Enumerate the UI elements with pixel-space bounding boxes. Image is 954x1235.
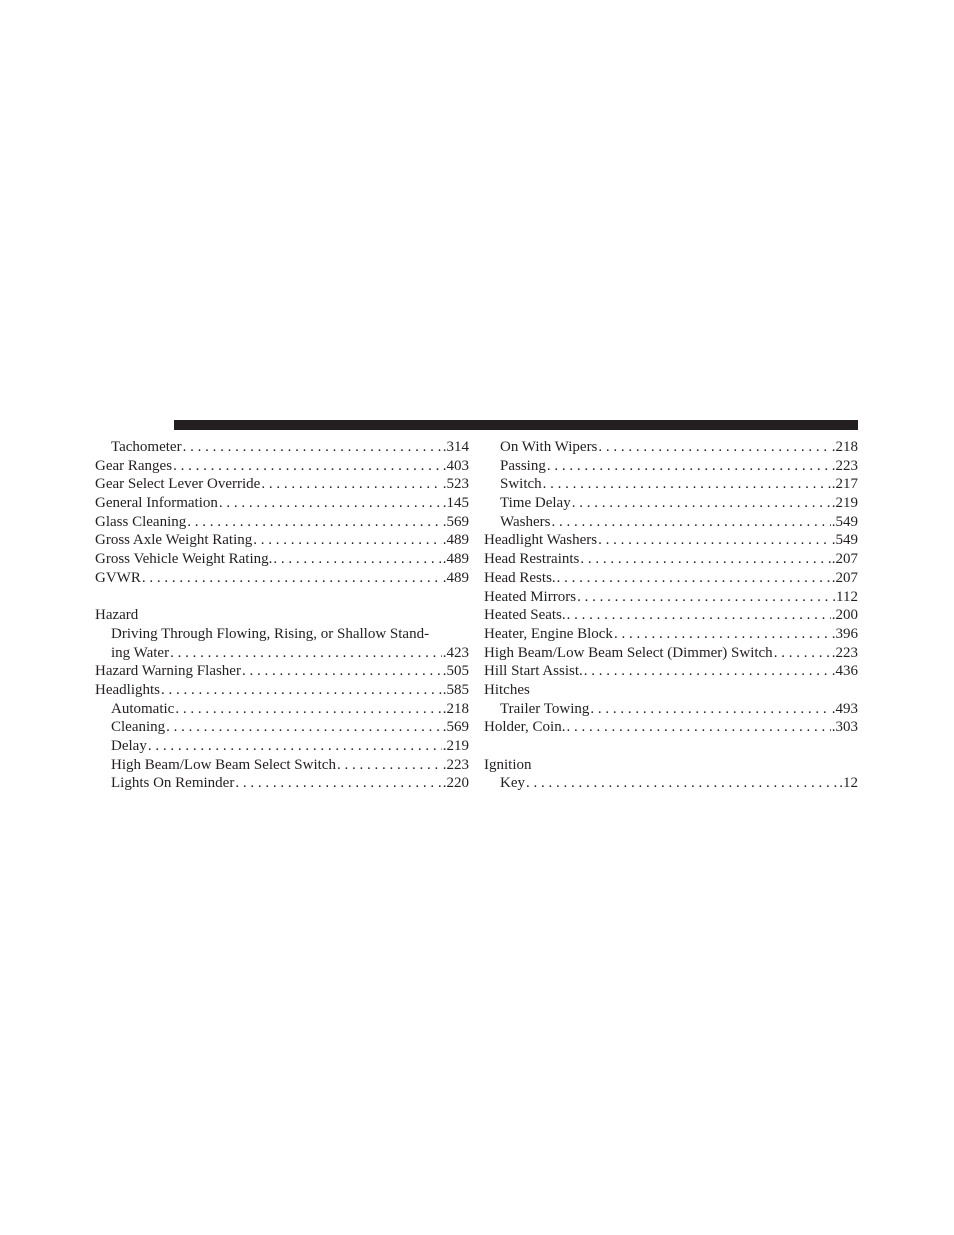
index-entry-page: .423 [442, 644, 469, 661]
index-entry-page: .303 [831, 719, 858, 736]
index-entry-label: Hill Start Assist. [484, 663, 583, 680]
index-entry-page: .493 [831, 700, 858, 717]
index-entry [484, 662, 858, 681]
index-entry [95, 662, 469, 681]
index-entry-label: Driving Through Flowing, Rising, or Shallow Stand- [111, 625, 430, 642]
index-entry-page: .523 [442, 476, 469, 493]
index-entry [95, 494, 469, 513]
index-entry [95, 531, 469, 550]
index-entry-label: ing Water [111, 644, 170, 661]
dot-leader [148, 737, 442, 756]
index-entry [484, 774, 858, 793]
index-entry [484, 569, 858, 588]
index-entry-page: .219 [831, 495, 858, 512]
dot-leader [590, 700, 830, 719]
dot-leader [161, 681, 442, 700]
dot-leader [577, 588, 831, 607]
dot-leader [235, 774, 441, 793]
dot-leader [580, 550, 830, 569]
index-spacer [95, 588, 469, 607]
index-entry [95, 644, 469, 663]
index-entry-label: Head Restraints [484, 551, 580, 568]
index-entry-page: .12 [839, 775, 858, 792]
index-entry-label: Key [500, 775, 525, 792]
index-entry-label: Gross Axle Weight Rating [95, 532, 253, 549]
dot-leader [598, 438, 830, 457]
index-entry-page: .207 [831, 551, 858, 568]
index-entry-page: .396 [831, 625, 858, 642]
dot-leader [543, 475, 831, 494]
index-column-left [95, 438, 469, 793]
index-entry-page: .223 [831, 644, 858, 661]
dot-leader [572, 494, 831, 513]
index-entry-page: .223 [831, 457, 858, 474]
index-entry [95, 625, 469, 644]
index-entry-page: .403 [442, 457, 469, 474]
index-entry-label: Lights On Reminder [111, 775, 235, 792]
index-entry-page: .218 [442, 700, 469, 717]
index-entry [484, 513, 858, 532]
index-entry [484, 644, 858, 663]
index-entry-label: Heated Seats. [484, 607, 566, 624]
index-entry [484, 457, 858, 476]
index-entry-page: .220 [442, 775, 469, 792]
dot-leader [175, 700, 441, 719]
dot-leader [219, 494, 442, 513]
index-entry [95, 700, 469, 719]
index-entry-page: .569 [442, 719, 469, 736]
dot-leader [166, 718, 442, 737]
index-entry-page: .145 [442, 495, 469, 512]
index-entry-label: GVWR [95, 569, 141, 586]
index-entry-page: .217 [831, 476, 858, 493]
dot-leader [183, 438, 442, 457]
dot-leader [547, 457, 831, 476]
index-entry-page: .585 [442, 681, 469, 698]
index-entry [484, 588, 858, 607]
dot-leader [566, 718, 830, 737]
index-entry-label: Gross Vehicle Weight Rating. [95, 551, 273, 568]
index-entry [95, 718, 469, 737]
index-entry-label: Hitches [484, 681, 530, 698]
index-entry-label: Automatic [111, 700, 175, 717]
index-entry-page: .200 [831, 607, 858, 624]
dot-leader [614, 625, 831, 644]
index-entry-page: .489 [442, 551, 469, 568]
index-column-right [484, 438, 858, 793]
dot-leader [273, 550, 441, 569]
index-entry-label: Glass Cleaning [95, 513, 187, 530]
index-entry-page: .207 [831, 569, 858, 586]
index-entry-label: Hazard Warning Flasher [95, 663, 241, 680]
index-entry-label: Washers [500, 513, 551, 530]
index-entry-label: High Beam/Low Beam Select (Dimmer) Switch [484, 644, 773, 661]
index-entry-page: .314 [442, 439, 469, 455]
index-entry-label: Switch [500, 476, 542, 493]
index-entry-label: General Information [95, 495, 218, 512]
index-entry [95, 438, 469, 457]
index-entry [484, 550, 858, 569]
index-entry-page: .549 [831, 513, 858, 530]
index-spacer [484, 737, 858, 756]
index-entry [95, 513, 469, 532]
dot-leader [551, 513, 830, 532]
index-entry-label: Hazard [95, 607, 139, 624]
index-entry [484, 756, 858, 775]
index-entry-label: High Beam/Low Beam Select Switch [111, 756, 336, 773]
index-entry-label: Holder, Coin. [484, 719, 566, 736]
index-entry-label: Heated Mirrors [484, 588, 577, 605]
index-entry-page: .489 [442, 569, 469, 586]
index-entry-label: Time Delay [500, 495, 571, 512]
index-entry-page: .112 [832, 588, 858, 605]
index-entry [95, 606, 469, 625]
index-entry [95, 756, 469, 775]
index-entry-label: Head Rests. [484, 569, 556, 586]
index-entry-page: .436 [831, 663, 858, 680]
index-entry [484, 718, 858, 737]
index-entry [95, 457, 469, 476]
dot-leader [173, 457, 442, 476]
index-entry [484, 606, 858, 625]
index-entry [484, 438, 858, 457]
index-entry [95, 737, 469, 756]
index-entry-label: Gear Ranges [95, 457, 173, 474]
index-entry [95, 550, 469, 569]
index-entry [95, 569, 469, 588]
index-entry [484, 681, 858, 700]
index-entry-label: Gear Select Lever Override [95, 476, 261, 493]
dot-leader [187, 513, 442, 532]
dot-leader [253, 531, 441, 550]
dot-leader [598, 531, 831, 550]
dot-leader [170, 644, 442, 663]
index-entry-label: Tachometer [111, 439, 182, 455]
index-entry-label: Trailer Towing [500, 700, 590, 717]
index-entry [95, 774, 469, 793]
index-entry-label: Delay [111, 738, 147, 754]
index-entry-page: .549 [831, 532, 858, 549]
index-entry [484, 531, 858, 550]
dot-leader [567, 606, 831, 625]
index-entry-label: Headlights [95, 681, 160, 698]
index-entry-page: .218 [831, 439, 858, 455]
index-entry-label: Cleaning [111, 719, 166, 736]
index-entry [484, 625, 858, 644]
index-entry [484, 475, 858, 494]
dot-leader [261, 475, 441, 494]
index-entry [484, 700, 858, 719]
index-entry [95, 681, 469, 700]
dot-leader [142, 569, 442, 588]
index-entry-label: Headlight Washers [484, 532, 598, 549]
dot-leader [774, 644, 831, 663]
index-entry-label: Heater, Engine Block [484, 625, 613, 642]
index-entry [484, 494, 858, 513]
index-entry-label: On With Wipers [500, 439, 598, 455]
index-entry-page: .505 [442, 663, 469, 680]
header-rule [174, 420, 858, 430]
index-entry-label: Ignition [484, 756, 532, 773]
dot-leader [526, 774, 838, 793]
index-entry-label: Passing [500, 457, 546, 474]
index-entry-page: .219 [442, 738, 469, 754]
dot-leader [242, 662, 442, 681]
dot-leader [337, 756, 442, 775]
dot-leader [557, 569, 831, 588]
index-entry-page: .489 [442, 532, 469, 549]
index-entry-page: .569 [442, 513, 469, 530]
dot-leader [584, 662, 831, 681]
index-entry [95, 475, 469, 494]
index-entry-page: .223 [442, 756, 469, 773]
